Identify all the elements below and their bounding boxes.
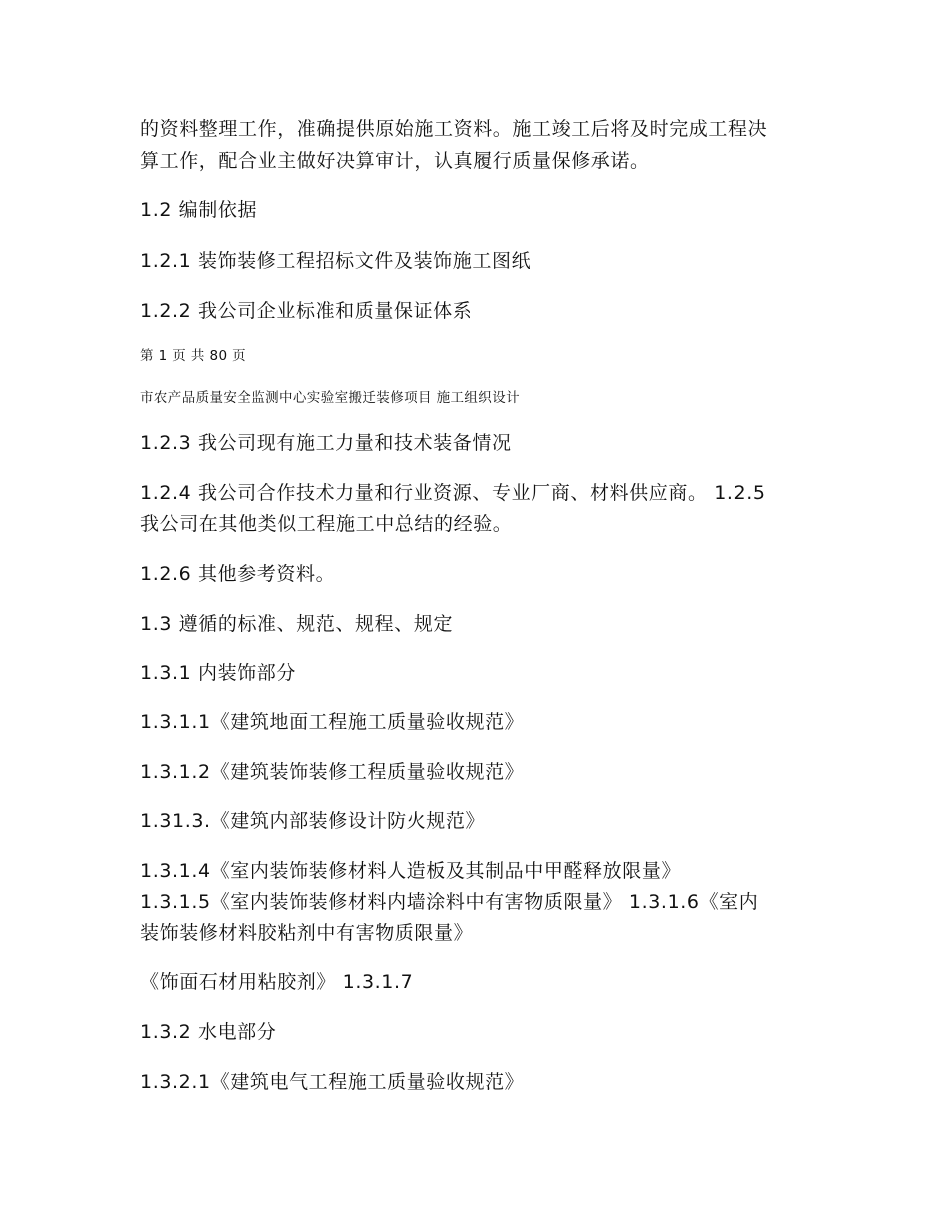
section-1-2-3: 1.2.3 我公司现有施工力量和技术装备情况	[140, 432, 512, 454]
section-1-3-1-4: 1.3.1.4《室内装饰装修材料人造板及其制品中甲醛释放限量》	[140, 860, 682, 882]
page-footer: 第 1 页 共 80 页	[140, 348, 247, 364]
section-1-2-4-line-1: 1.2.4 我公司合作技术力量和行业资源、专业厂商、材料供应商。 1.2.5	[140, 482, 766, 504]
section-1-3-heading: 1.3 遵循的标准、规范、规程、规定	[140, 613, 454, 635]
section-1-3-2: 1.3.2 水电部分	[140, 1021, 277, 1043]
section-1-3-1-7: 《饰面石材用粘胶剂》 1.3.1.7	[140, 971, 414, 993]
intro-line-1: 的资料整理工作，准确提供原始施工资料。施工竣工后将及时完成工程决	[140, 118, 768, 140]
section-1-3-1-1: 1.3.1.1《建筑地面工程施工质量验收规范》	[140, 711, 525, 733]
section-1-3-1-5-line-2: 装饰装修材料胶粘剂中有害物质限量》	[140, 922, 474, 944]
section-1-2-heading: 1.2 编制依据	[140, 199, 258, 221]
section-1-3-1: 1.3.1 内装饰部分	[140, 662, 296, 684]
intro-line-2: 算工作，配合业主做好决算审计，认真履行质量保修承诺。	[140, 150, 650, 172]
section-1-2-1: 1.2.1 装饰装修工程招标文件及装饰施工图纸	[140, 250, 532, 272]
section-1-3-1-3: 1.31.3.《建筑内部装修设计防火规范》	[140, 810, 486, 832]
section-1-2-6: 1.2.6 其他参考资料。	[140, 563, 336, 585]
section-1-3-1-2: 1.3.1.2《建筑装饰装修工程质量验收规范》	[140, 761, 525, 783]
running-header: 市农产品质量安全监测中心实验室搬迁装修项目 施工组织设计	[140, 390, 520, 406]
section-1-3-1-5-line-1: 1.3.1.5《室内装饰装修材料内墙涂料中有害物质限量》 1.3.1.6《室内	[140, 891, 759, 913]
section-1-3-2-1: 1.3.2.1《建筑电气工程施工质量验收规范》	[140, 1071, 525, 1093]
section-1-2-4-line-2: 我公司在其他类似工程施工中总结的经验。	[140, 513, 513, 535]
section-1-2-2: 1.2.2 我公司企业标准和质量保证体系	[140, 300, 473, 322]
